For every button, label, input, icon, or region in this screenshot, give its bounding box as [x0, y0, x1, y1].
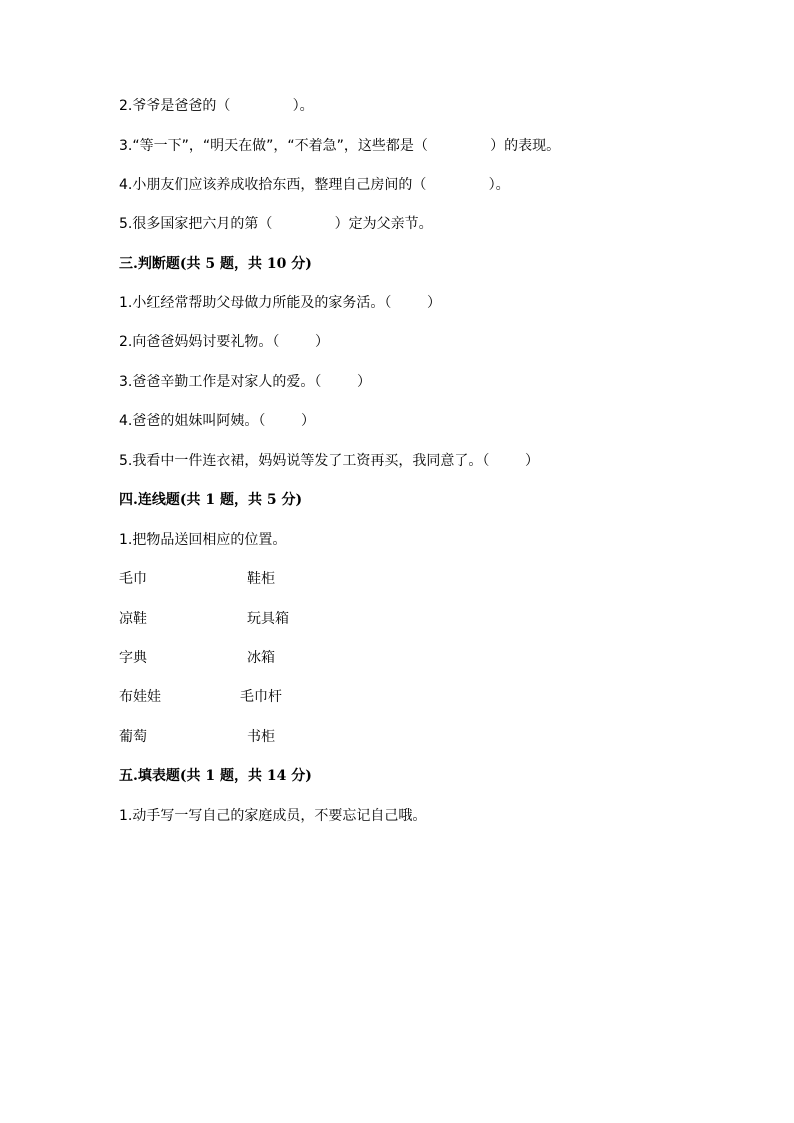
match-item-left: 布娃娃: [119, 689, 161, 705]
section-heading-table-fill: 五.填表题(共 1 题，共 14 分): [119, 768, 312, 784]
match-item-right: 书柜: [247, 729, 275, 745]
judge-question-4: 4.爸爸的姐妹叫阿姨。（ ）: [119, 413, 315, 429]
section-heading-judge: 三.判断题(共 5 题，共 10 分): [119, 256, 312, 272]
match-item-right: 毛巾杆: [240, 689, 282, 705]
match-item-left: 字典: [119, 650, 147, 666]
judge-question-2: 2.向爸爸妈妈讨要礼物。（ ）: [119, 334, 329, 350]
match-item-left: 葡萄: [119, 729, 147, 745]
section-heading-match: 四.连线题(共 1 题，共 5 分): [119, 492, 303, 508]
match-question-1: 1.把物品送回相应的位置。: [119, 532, 287, 548]
fill-question-2: 2.爷爷是爸爸的（ ）。: [119, 98, 314, 114]
match-item-left: 毛巾: [119, 571, 147, 587]
match-item-right: 玩具箱: [247, 611, 289, 627]
fill-question-5: 5.很多国家把六月的第（ ）定为父亲节。: [119, 216, 433, 232]
judge-question-3: 3.爸爸辛勤工作是对家人的爱。（ ）: [119, 374, 371, 390]
fill-question-4: 4.小朋友们应该养成收拾东西，整理自己房间的（ ）。: [119, 177, 510, 193]
match-item-left: 凉鞋: [119, 611, 147, 627]
judge-question-5: 5.我看中一件连衣裙，妈妈说等发了工资再买，我同意了。（ ）: [119, 453, 539, 469]
judge-question-1: 1.小红经常帮助父母做力所能及的家务活。（ ）: [119, 295, 441, 311]
match-item-right: 冰箱: [247, 650, 275, 666]
table-fill-question-1: 1.动手写一写自己的家庭成员，不要忘记自己哦。: [119, 808, 427, 824]
fill-question-3: 3.“等一下”，“明天在做”，“不着急”，这些都是（ ）的表现。: [119, 138, 561, 154]
match-item-right: 鞋柜: [247, 571, 275, 587]
